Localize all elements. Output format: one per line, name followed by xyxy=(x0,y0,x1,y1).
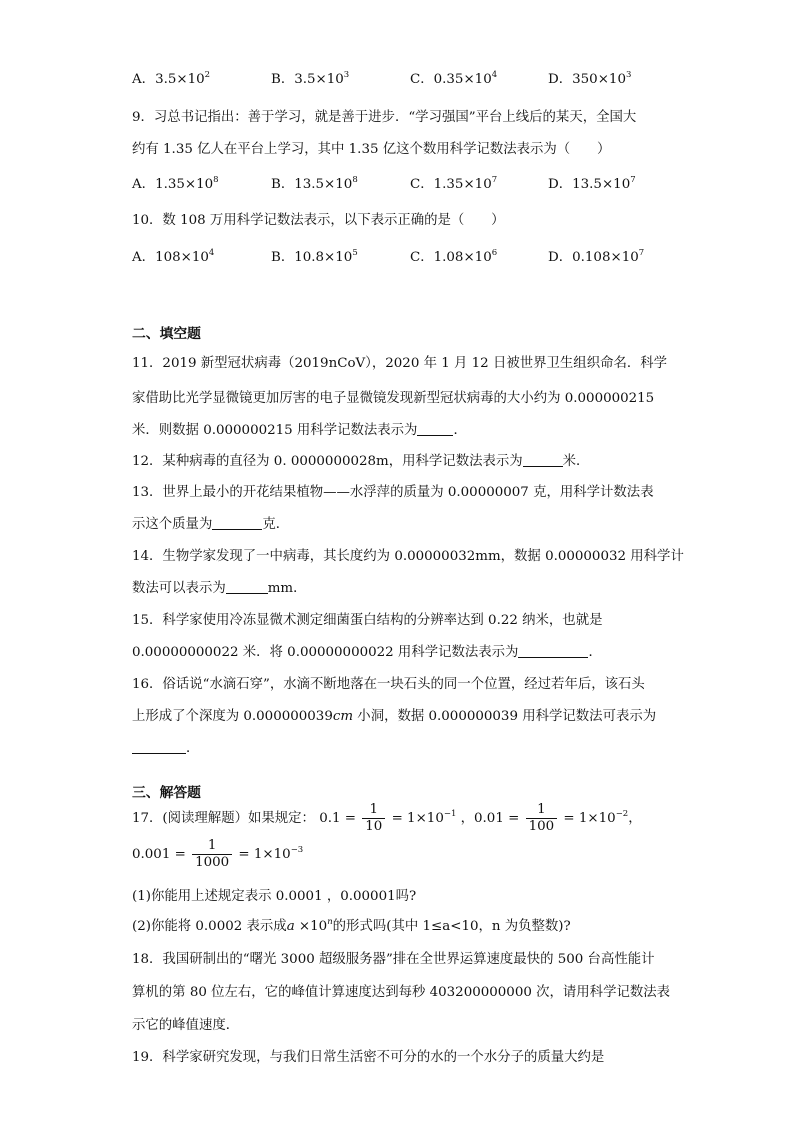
section-heading-fill-in: 二、填空题 xyxy=(132,326,201,342)
q9-option-a[interactable]: A．$1.35\times 10^8$ xyxy=(132,175,219,192)
q12-line: 12．某种病毒的直径为 0. 0000000028m，用科学记数法表示为 米． xyxy=(132,454,590,469)
q16-line3: ． xyxy=(132,740,199,758)
q16-line1: 16．俗话说“水滴石穿”，水滴不断地落在一块石头的同一个位置，经过若年后，该石头 xyxy=(132,677,645,692)
q17-part1: (1)你能用上述规定表示 0.0001 ，0.00001吗? xyxy=(132,889,417,904)
q14-line2: 数法可以表示为 mm． xyxy=(132,581,307,596)
q16-line2: 上形成了个深度为 0.000000039cm 小洞，数据 0.000000039 用科学记数法可表示为 xyxy=(132,709,657,724)
q17-definition-line2: 0.001 = $\frac{1}{1000}$ = $1\times 10^{-3}$ xyxy=(132,838,304,870)
q11-line2: 家借助比光学显微镜更加厉害的电子显微镜发现新型冠状病毒的大小约为 0.000000215 xyxy=(132,391,655,406)
q10-stem: 10．数 108 万用科学记数法表示，以下表示正确的是（ ） xyxy=(132,213,505,228)
q8-option-c[interactable]: C．$0.35\times 10^4$ xyxy=(410,70,498,87)
q9-stem-line2: 约有 1.35 亿人在平台上学习，其中 1.35 亿这个数用科学记数法表示为（ ） xyxy=(132,142,611,157)
q10-option-b[interactable]: B．$10.8\times 10^5$ xyxy=(271,248,358,265)
q19-line1: 19．科学家研究发现，与我们日常生活密不可分的水的一个水分子的质量大约是 xyxy=(132,1050,605,1065)
answer-blank[interactable] xyxy=(518,645,588,658)
q8-option-a[interactable]: A．$3.5\times 10^2$ xyxy=(132,70,211,87)
q14-line1: 14．生物学家发现了一中病毒，其长度约为 0.00000032mm，数据 0.00000032 用科学计 xyxy=(132,549,684,564)
fraction: $\frac{1}{100}$ xyxy=(526,802,558,835)
q15-line1: 15．科学家使用冷冻显微术测定细菌蛋白结构的分辨率达到 0.22 纳米，也就是 xyxy=(132,613,603,628)
q18-line3: 示它的峰值速度． xyxy=(132,1018,240,1033)
q9-stem-line1: 9．习总书记指出：善于学习，就是善于进步．“学习强国”平台上线后的某天，全国大 xyxy=(132,110,637,125)
q9-option-d[interactable]: D．$13.5\times 10^7$ xyxy=(548,175,636,192)
q11-line3: 米．则数据 0.000000215 用科学记数法表示为 ． xyxy=(132,423,467,438)
q10-option-d[interactable]: D．$0.108\times 10^7$ xyxy=(548,248,645,265)
q10-option-c[interactable]: C．$1.08\times 10^6$ xyxy=(410,248,498,265)
q9-option-c[interactable]: C．$1.35\times 10^7$ xyxy=(410,175,498,192)
q13-line1: 13．世界上最小的开花结果植物——水浮萍的质量为 0.00000007 克，用科学计数法表 xyxy=(132,485,654,500)
answer-blank[interactable] xyxy=(132,741,186,754)
q18-line1: 18．我国研制出的“曙光 3000 超级服务器”排在全世界运算速度最快的 500 台高性能计 xyxy=(132,952,655,967)
q17-part2: (2)你能将 0.0002 表示成$a \times 10^n$的形式吗(其中 1≤a<10，n 为负整数)? xyxy=(132,917,571,934)
q8-option-b[interactable]: B．$3.5\times 10^3$ xyxy=(271,70,350,87)
answer-blank[interactable] xyxy=(226,581,268,594)
q9-option-b[interactable]: B．$13.5\times 10^8$ xyxy=(271,175,358,192)
answer-blank[interactable] xyxy=(523,454,563,467)
q17-definition-line: 17．(阅读理解题）如果规定： 0.1 = $\frac{1}{10}$ = $1\times 10^{-1}$ ，0.01 = $\frac{1}{100}$ = $1\times 10^{-2}$， xyxy=(132,802,642,834)
q18-line2: 算机的第 80 位左右，它的峰值计算速度达到每秒 403200000000 次，请用科学记数法表 xyxy=(132,985,671,1000)
fraction: $\frac{1}{10}$ xyxy=(362,802,385,835)
section-heading-answer: 三、解答题 xyxy=(132,785,201,801)
q13-line2: 示这个质量为 克． xyxy=(132,517,290,532)
fraction: $\frac{1}{1000}$ xyxy=(192,838,232,871)
q15-line2: 0.00000000022 米．将 0.00000000022 用科学记数法表示为 ． xyxy=(132,645,602,660)
q8-option-d[interactable]: D．$350\times 10^3$ xyxy=(548,70,632,87)
q10-option-a[interactable]: A．$108\times 10^4$ xyxy=(132,248,215,265)
q11-line1: 11．2019 新型冠状病毒（2019nCoV），2020 年 1 月 12 日被世界卫生组织命名．科学 xyxy=(132,356,668,371)
answer-blank[interactable] xyxy=(212,517,262,530)
answer-blank[interactable] xyxy=(417,423,453,436)
